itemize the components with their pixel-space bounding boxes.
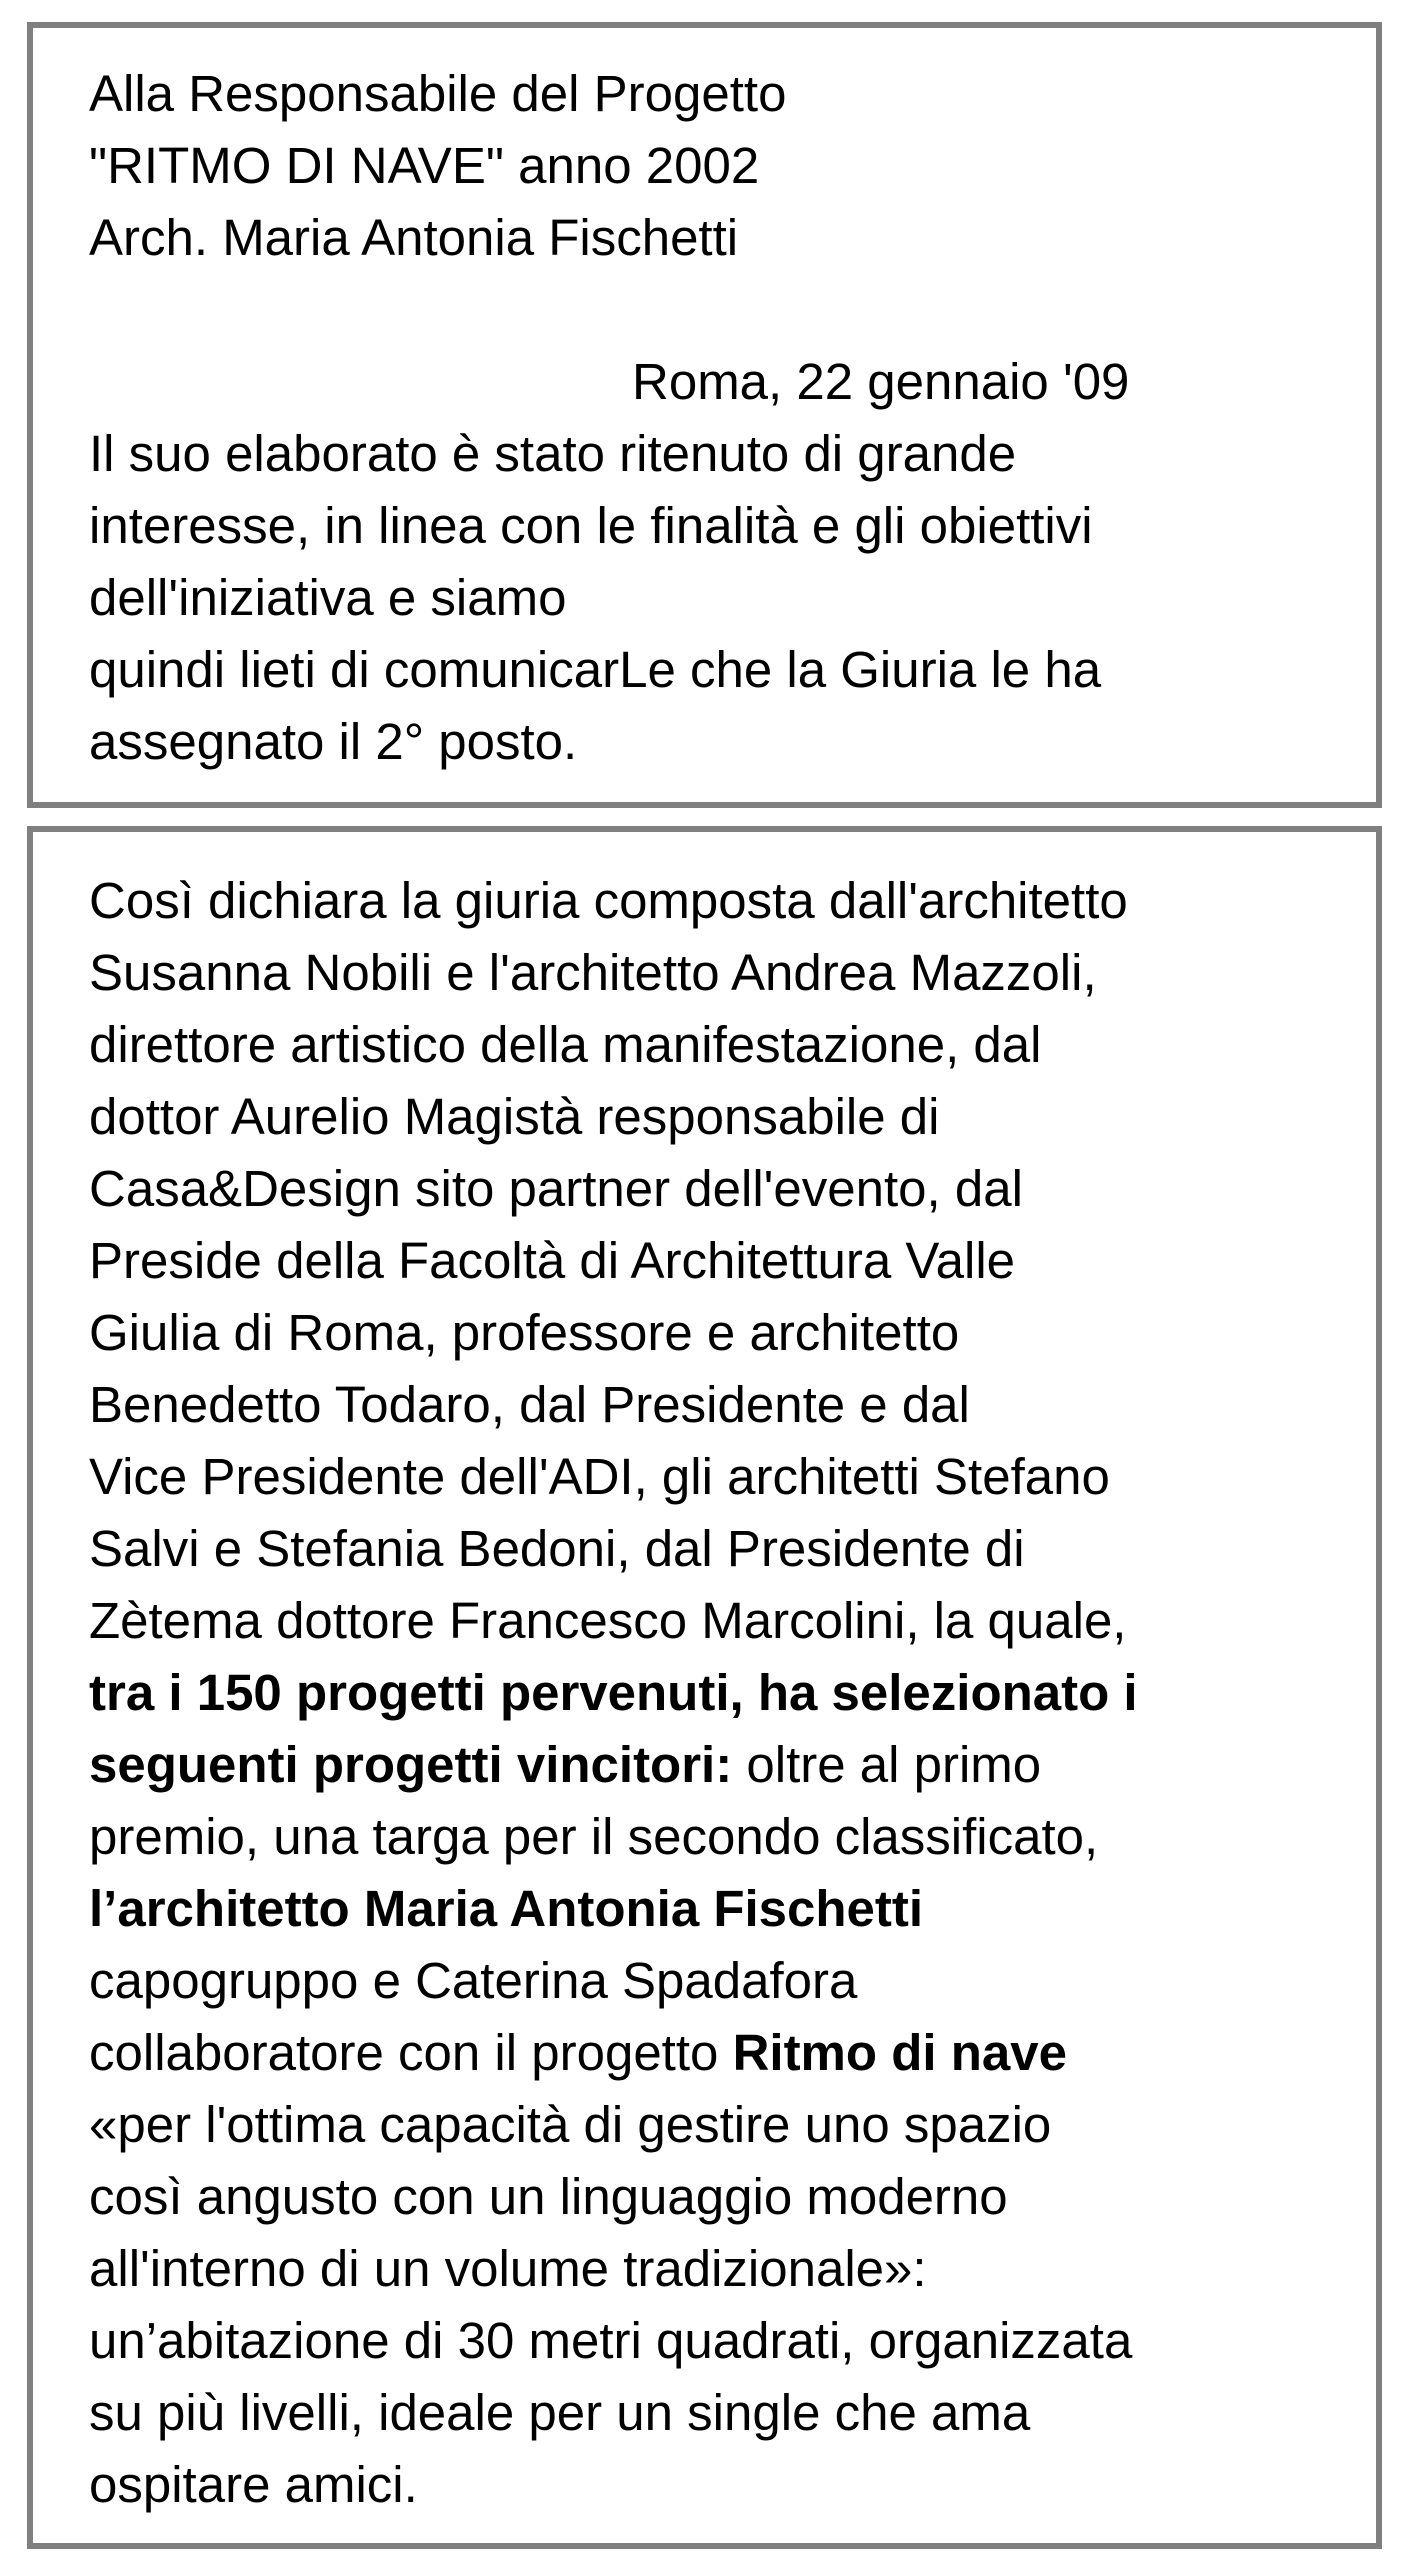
letter-line: interesse, in linea con le finalità e gli obiettivi bbox=[89, 497, 1093, 554]
article-line-mixed bbox=[89, 2017, 1138, 2089]
bold-selection-text: tra i 150 progetti pervenuti, ha selezionato i bbox=[89, 1664, 1138, 1721]
article-line: Preside della Facoltà di Architettura Valle bbox=[89, 1232, 1016, 1289]
recipient-line: "RITMO DI NAVE" anno 2002 bbox=[89, 137, 760, 194]
article-line-bold bbox=[89, 1657, 1138, 1729]
letter-line: dell'iniziativa e siamo bbox=[89, 569, 567, 626]
article-line: all'interno di un volume tradizionale»: bbox=[89, 2240, 927, 2297]
article-line-bold bbox=[89, 1873, 1138, 1945]
bold-project-name: Ritmo di nave bbox=[732, 2024, 1067, 2081]
article-line: Salvi e Stefania Bedoni, dal Presidente di bbox=[89, 1520, 1025, 1577]
article-line: Susanna Nobili e l'architetto Andrea Mazzoli, bbox=[89, 944, 1097, 1001]
article-line: ospitare amici. bbox=[89, 2456, 418, 2513]
letter-line: Il suo elaborato è stato ritenuto di grande bbox=[89, 425, 1017, 482]
article-line: su più livelli, ideale per un single che ama bbox=[89, 2384, 1031, 2441]
letter-date: Roma, 22 gennaio '09 bbox=[632, 353, 1130, 410]
article-line: dottor Aurelio Magistà responsabile di bbox=[89, 1088, 940, 1145]
article-line-mixed bbox=[89, 1729, 1138, 1801]
plain-text: oltre al primo bbox=[732, 1736, 1042, 1793]
article-line: Così dichiara la giuria composta dall'architetto bbox=[89, 872, 1128, 929]
article-line: Vice Presidente dell'ADI, gli architetti Stefano bbox=[89, 1448, 1110, 1505]
article-text bbox=[89, 865, 1138, 2521]
letter-line: assegnato il 2° posto. bbox=[89, 713, 578, 770]
recipient-line: Arch. Maria Antonia Fischetti bbox=[89, 209, 739, 266]
letter-text bbox=[89, 58, 1129, 778]
bold-winners-text: seguenti progetti vincitori: bbox=[89, 1736, 733, 1793]
article-line: premio, una targa per il secondo classificato, bbox=[89, 1808, 1099, 1865]
letter-line: quindi lieti di comunicarLe che la Giuria le ha bbox=[89, 641, 1102, 698]
article-box bbox=[27, 826, 1382, 2549]
bold-architect-name: l’architetto Maria Antonia Fischetti bbox=[89, 1880, 924, 1937]
article-line: Zètema dottore Francesco Marcolini, la quale, bbox=[89, 1592, 1127, 1649]
article-line: Benedetto Todaro, dal Presidente e dal bbox=[89, 1376, 970, 1433]
article-line: un’abitazione di 30 metri quadrati, organizzata bbox=[89, 2312, 1133, 2369]
plain-text: collaboratore con il progetto bbox=[89, 2024, 733, 2081]
article-line: «per l'ottima capacità di gestire uno spazio bbox=[89, 2096, 1052, 2153]
article-line: Giulia di Roma, professore e architetto bbox=[89, 1304, 960, 1361]
blank-line bbox=[89, 274, 1129, 346]
recipient-line: Alla Responsabile del Progetto bbox=[89, 65, 787, 122]
letter-box bbox=[27, 22, 1382, 808]
article-line: così angusto con un linguaggio moderno bbox=[89, 2168, 1008, 2225]
article-line: Casa&Design sito partner dell'evento, dal bbox=[89, 1160, 1023, 1217]
article-line: direttore artistico della manifestazione, dal bbox=[89, 1016, 1042, 1073]
article-line: capogruppo e Caterina Spadafora bbox=[89, 1952, 858, 2009]
